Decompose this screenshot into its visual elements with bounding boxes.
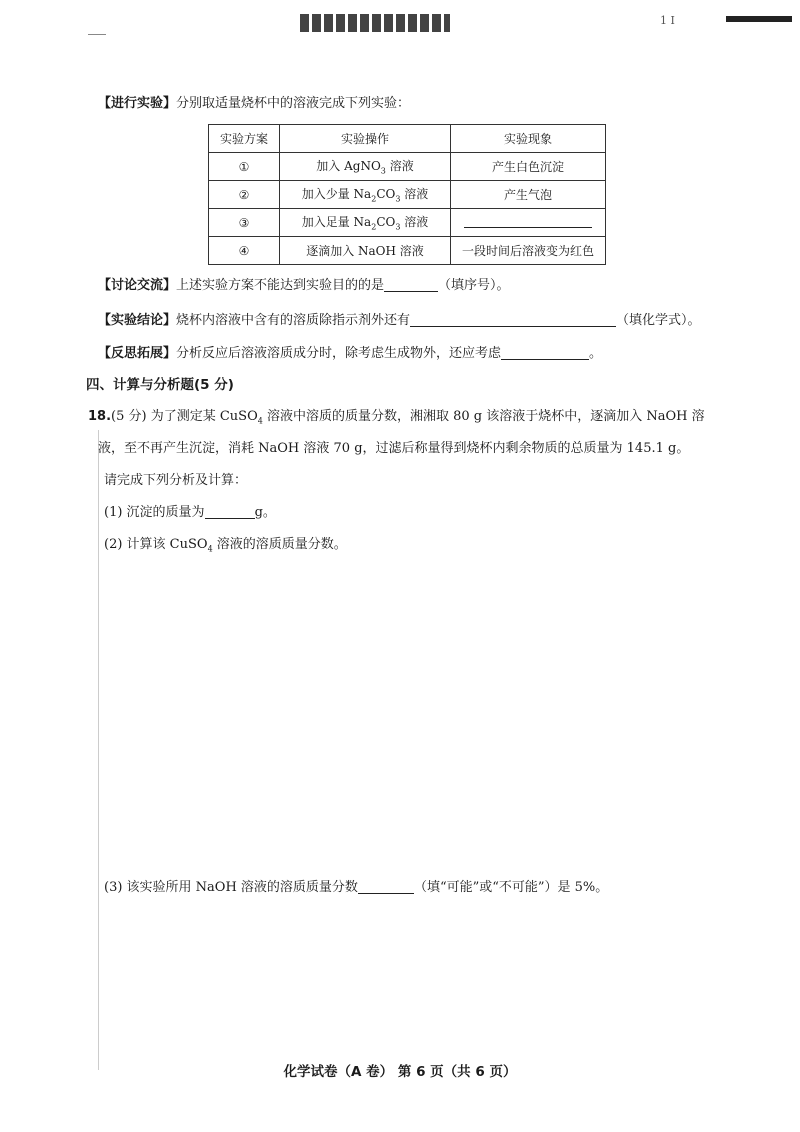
conclusion: 【实验结论】烧杯内溶液中含有的溶质除指示剂外还有 （填化学式）。 (98, 313, 701, 328)
answer-blank[interactable] (358, 879, 414, 894)
table-row (209, 153, 606, 181)
q18-part2: (2) 计算该 CuSO$_4$ 溶液的溶质质量分数。 (104, 537, 347, 554)
table-header-row (209, 125, 606, 153)
table-cell-id: ④ (209, 237, 280, 265)
experiment-intro (98, 92, 410, 111)
table-header-cell: 实验现象 (451, 125, 606, 153)
table-header-cell: 实验方案 (209, 125, 280, 153)
table-row (209, 181, 606, 209)
experiment-tag: 【进行实验】 (98, 96, 177, 111)
page-footer: 化学试卷（A 卷） 第 6 页（共 6 页） (283, 1064, 517, 1080)
header-smudge (300, 14, 450, 32)
table-cell-operation: 逐滴加入 NaOH 溶液 (280, 237, 451, 265)
table-cell-result: 产生气泡 (451, 181, 606, 209)
table-cell-id: ① (209, 153, 280, 181)
q18-line2: 液，至不再产生沉淀，消耗 NaOH 溶液 70 g，过滤后称量得到烧杯内剩余物质的总质量为 145.1 g。 (98, 441, 690, 456)
table-cell-id: ② (209, 181, 280, 209)
discussion: 【讨论交流】上述实验方案不能达到实验目的的是 （填序号）。 (98, 278, 510, 293)
table-cell-result-blank[interactable] (451, 209, 606, 237)
q18-part1: (1) 沉淀的质量为 g。 (104, 505, 276, 520)
table-cell-operation: 加入足量 $Na_2CO_3$ 溶液 (280, 209, 451, 237)
experiment-intro-text: 分别取适量烧杯中的溶液完成下列实验： (176, 96, 411, 111)
reflection-tag: 【反思拓展】 (98, 346, 177, 361)
q18-line3: 请完成下列分析及计算： (104, 473, 248, 488)
answer-blank[interactable] (384, 277, 438, 292)
answer-blank[interactable] (464, 215, 592, 228)
table-row (209, 237, 606, 265)
conclusion-tag: 【实验结论】 (98, 313, 177, 328)
experiment-table (208, 124, 606, 265)
header-tick (88, 34, 106, 35)
q18-part3: (3) 该实验所用 NaOH 溶液的溶质质量分数 （填“可能”或“不可能”）是 5%。 (104, 880, 609, 895)
table-cell-result: 产生白色沉淀 (451, 153, 606, 181)
table-cell-operation: 加入少量 $Na_2CO_3$ 溶液 (280, 181, 451, 209)
discussion-tag: 【讨论交流】 (98, 278, 177, 293)
table-cell-operation: 加入 AgNO$_3$ 溶液 (280, 153, 451, 181)
table-header-cell: 实验操作 (280, 125, 451, 153)
header-right-bar (726, 16, 792, 22)
table-cell-id: ③ (209, 209, 280, 237)
table-cell-result: 一段时间后溶液变为红色 (451, 237, 606, 265)
answer-blank[interactable] (205, 504, 255, 519)
margin-line (98, 430, 99, 1070)
answer-blank[interactable] (410, 312, 616, 327)
q18-line1: 18.(5 分) 为了测定某 CuSO$_4$ 溶液中溶质的质量分数，湘湘取 80 g 该溶液于烧杯中，逐滴加入 NaOH 溶 (88, 409, 705, 426)
reflection: 【反思拓展】分析反应后溶液溶质成分时，除考虑生成物外，还应考虑 。 (98, 346, 603, 361)
answer-blank[interactable] (501, 345, 589, 360)
header-right-text: 1 I (660, 14, 675, 27)
table-row (209, 209, 606, 237)
question-number: 18. (88, 409, 112, 424)
section-title: 四、计算与分析题(5 分) (86, 377, 234, 393)
